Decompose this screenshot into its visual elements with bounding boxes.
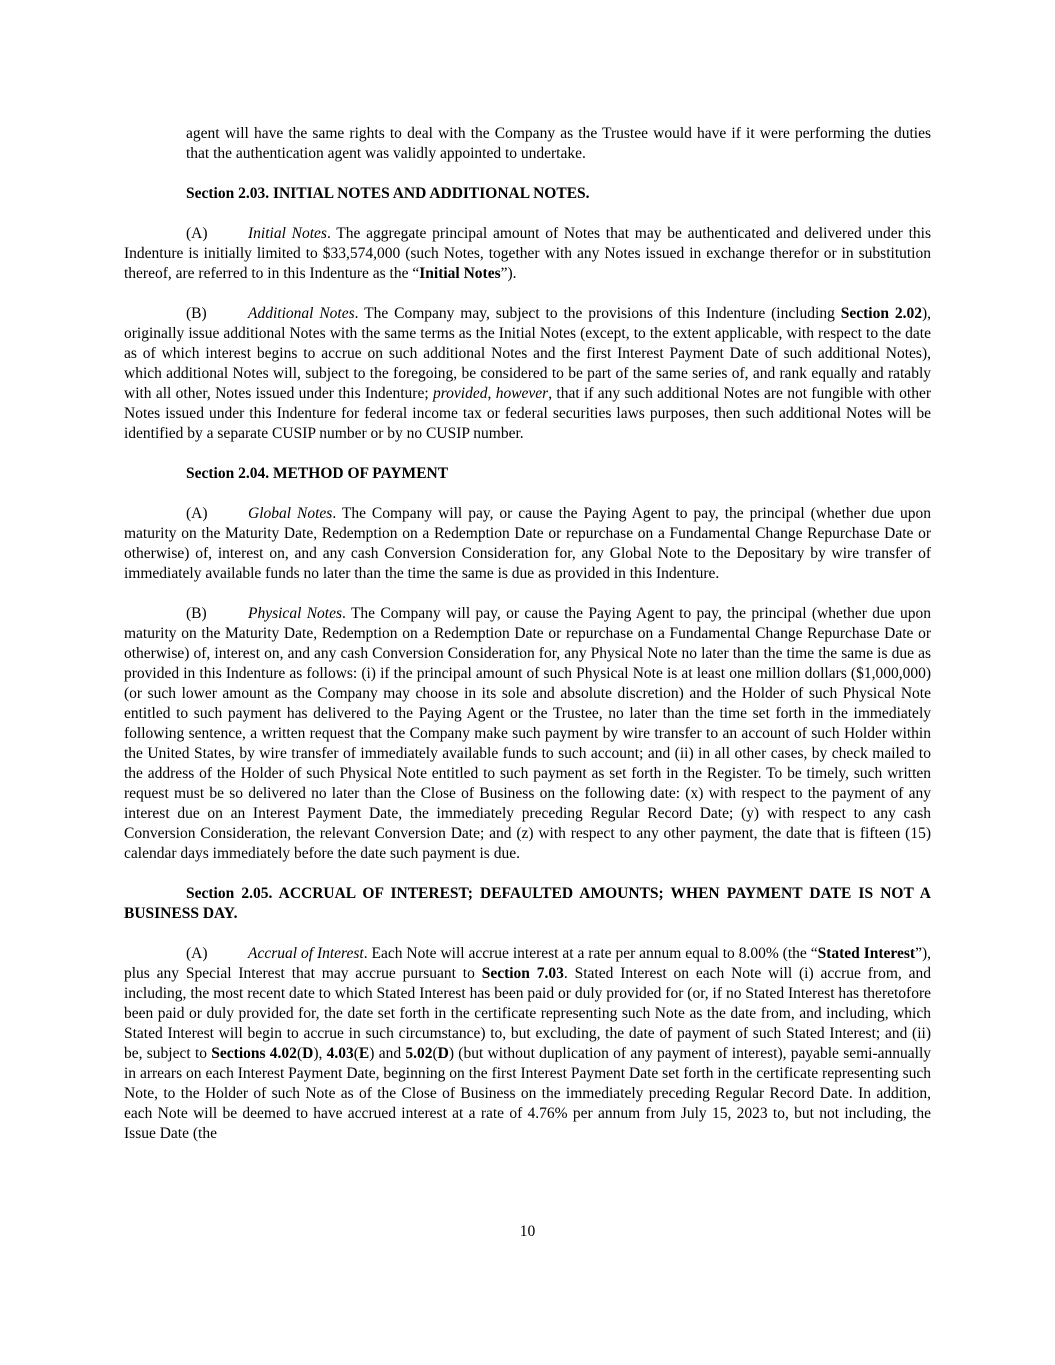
- section-2-04-a: [124, 504, 931, 584]
- clause-text: (: [296, 1045, 303, 1062]
- clause-text: . The Company will pay, or cause the Paying Agent to pay, the principal (whether due upon maturity on the Maturity Date, Redemption on a Redemption Date or repurchase on a Fundamental Change Repurchase Date or otherwise) of, interest on, and any cash Conversion Consideration for, any Global Note to the Depositary by wire transfer of immediately available funds no later than the time the same is due as provided in this Indenture.: [124, 505, 931, 582]
- page-content: [124, 124, 931, 1144]
- section-2-05-heading: Section 2.05. ACCRUAL OF INTEREST; DEFAULTED AMOUNTS; WHEN PAYMENT DATE IS NOT A BUSINESS DAY.: [124, 885, 931, 922]
- italic-term: provided: [432, 385, 488, 402]
- section-reference: D: [302, 1045, 314, 1062]
- clause-text: (: [353, 1045, 359, 1062]
- clause-label: (B): [186, 305, 207, 322]
- clause-text: ) and: [369, 1045, 406, 1062]
- section-2-03-heading: Section 2.03. INITIAL NOTES AND ADDITIONAL NOTES.: [186, 185, 590, 202]
- clause-text: ”).: [500, 265, 517, 282]
- section-2-04-b: [124, 604, 931, 864]
- section-reference: Section 7.03: [481, 965, 564, 982]
- clause-text: ),: [313, 1045, 327, 1062]
- clause-text: ) (but without duplication of any payment of interest), payable semi-annually in arrears on each Interest Payment Date, beginning on the first Interest Payment Date set forth in the certificate representing such Note, to the Holder of such Note as of the Close of Business on the immediately preceding Regular Record Date. In addition, each Note will be deemed to have accrued interest at a rate of 4.76% per annum from July 15, 2023 to, but not including, the Issue Date (the: [124, 1045, 932, 1142]
- clause-label: (A): [186, 225, 208, 242]
- clause-text: ), originally issue additional Notes with the same terms as the Initial Notes (except, to the extent applicable, with respect to the date as of which interest begins to accrue on such additional Notes and the first Interest Payment Date of such additional Notes), which additional Notes will, subject to the foregoing, be considered to be part of the same series of, and rank equally and ratably with all other, Notes issued under this Indenture;: [124, 305, 931, 402]
- clause-text: , that if any such additional Notes are not fungible with other Notes issued under this Indenture for federal income tax or federal securities laws purposes, then such additional Notes will be identified by a separate CUSIP number or by no CUSIP number.: [124, 385, 931, 442]
- defined-term: Stated Interest: [817, 945, 916, 962]
- clause-text: . The Company may, subject to the provisions of this Indenture (including: [354, 305, 841, 322]
- page-number: 10: [519, 1223, 536, 1240]
- clause-title: Additional Notes: [248, 305, 355, 322]
- clause-label: (B): [186, 605, 207, 622]
- section-2-05-a: [124, 944, 931, 1144]
- clause-text: (: [432, 1045, 438, 1062]
- section-reference: 4.03: [326, 1045, 354, 1062]
- section-2-03-b: [124, 304, 931, 444]
- clause-title: Physical Notes: [248, 605, 343, 622]
- clause-text: . Stated Interest on each Note will (i) accrue from, and including, the most recent date to which Stated Interest has been paid or duly provided for (or, if no Stated Interest has theretofore been paid or duly provided for, the date set forth in the certificate representing such Note as the date from, and including, which Stated Interest will begin to accrue in such circumstance) to, but excluding, the date of payment of such Stated Interest; and (ii) be, subject to: [124, 965, 931, 1062]
- section-reference: Sections 4.02: [211, 1045, 297, 1062]
- clause-text: . The Company will pay, or cause the Paying Agent to pay, the principal (whether due upon maturity on the Maturity Date, Redemption on a Redemption Date or repurchase on a Fundamental Change Repurchase Date or otherwise) of, interest on, and any cash Conversion Consideration for, any Physical Note no later than the time the same is due as provided in this Indenture as follows: (i) if the principal amount of such Physical Note is at least one million dollars ($1,000,000) (or such lower amount as the Company may choose in its sole and absolute discretion) and the Holder of such Physical Note entitled to such payment has delivered to the Paying Agent or the Trustee, no later than the time set forth in the immediately following sentence, a written request that the Company make such payment by wire transfer to an account of such Holder within the United States, by wire transfer of immediately available funds to such account; and (ii) in all other cases, by check mailed to the address of the Holder of such Physical Note entitled to such payment as set forth in the Register. To be timely, such written request must be so delivered no later than the Close of Business on the following date: (x) with respect to the payment of any interest due on an Interest Payment Date, the immediately preceding Regular Record Date; (y) with respect to any cash Conversion Consideration, the relevant Conversion Date; and (z) with respect to any other payment, the date that is fifteen (15) calendar days immediately before the date such payment is due.: [124, 605, 931, 862]
- clause-label: (A): [186, 505, 208, 522]
- clause-text: . The aggregate principal amount of Notes that may be authenticated and delivered under this Indenture is initially limited to $33,574,000 (such Notes, together with any Notes issued in exchange therefor or in substitution thereof, are referred to in this Indenture as the “: [124, 225, 931, 282]
- clause-text: . Each Note will accrue interest at a rate per annum equal to 8.00% (the “: [363, 945, 818, 962]
- section-2-03-a: [124, 224, 931, 284]
- clause-title: Initial Notes: [248, 225, 327, 242]
- section-reference: 5.02: [405, 1045, 433, 1062]
- section-reference: Section 2.02: [840, 305, 922, 322]
- section-reference: E: [358, 1045, 370, 1062]
- section-2-04-heading: Section 2.04. METHOD OF PAYMENT: [186, 465, 449, 482]
- italic-term: however: [495, 385, 549, 402]
- clause-title: Accrual of Interest: [248, 945, 364, 962]
- clause-title: Global Notes: [248, 505, 333, 522]
- clause-text: ,: [487, 385, 496, 402]
- defined-term: Initial Notes: [419, 265, 501, 282]
- section-reference: D: [437, 1045, 449, 1062]
- clause-text: ”), plus any Special Interest that may accrue pursuant to: [124, 945, 931, 982]
- carryover-paragraph: [124, 124, 931, 164]
- clause-label: (A): [186, 945, 208, 962]
- carryover-text: agent will have the same rights to deal with the Company as the Trustee would have if it were performing the duties that the authentication agent was validly appointed to undertake.: [186, 125, 931, 162]
